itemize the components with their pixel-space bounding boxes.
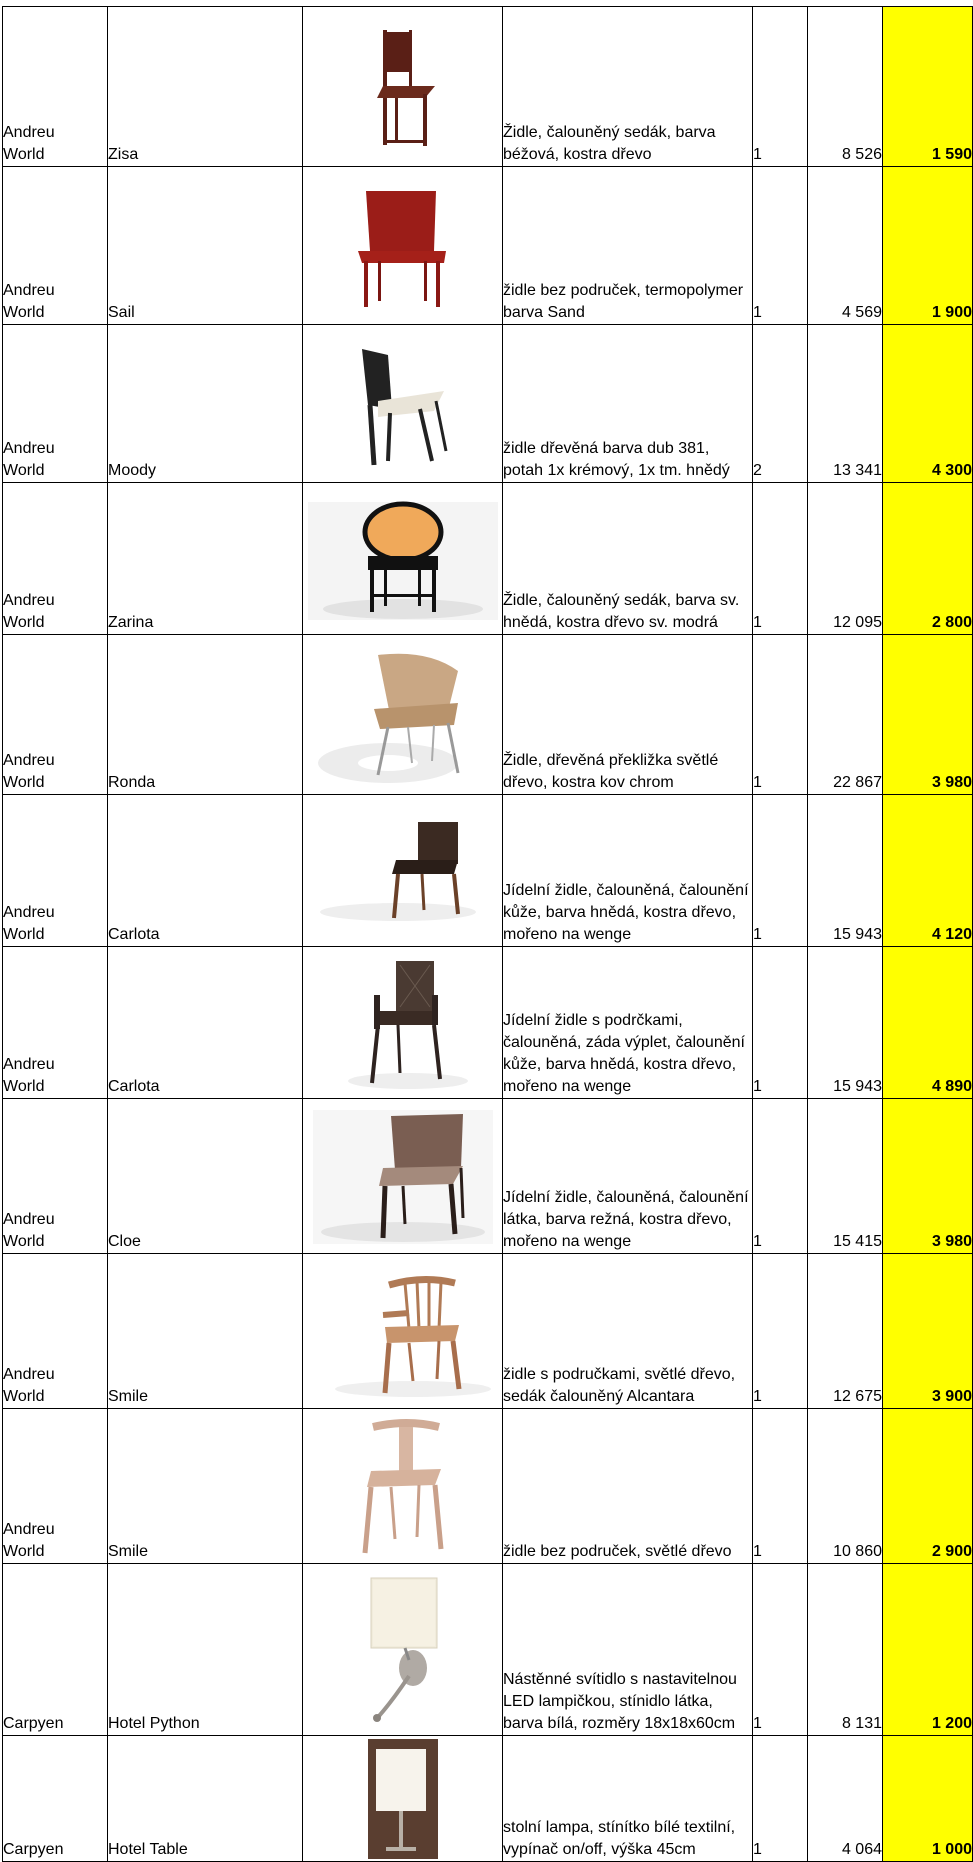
unit-price-cell: 15 415 xyxy=(808,1099,883,1254)
chair-zisa-icon xyxy=(363,22,443,152)
brand-cell xyxy=(3,1564,108,1736)
quantity-cell: 1 xyxy=(753,7,808,167)
description-text: Jídelní židle, čalouněná, čalounění kůže, barva hnědá, kostra dřevo, mořeno na wenge xyxy=(503,882,749,943)
brand-line: Andreu xyxy=(3,1056,55,1073)
description-text: stolní lampa, stínítko bílé textilní, vypínač on/off, výška 45cm xyxy=(503,1819,736,1858)
brand-line: World xyxy=(3,774,45,791)
brand-cell xyxy=(3,1736,108,1862)
wall-lamp-icon xyxy=(353,1570,453,1730)
description-text: Jídelní židle s podrčkami, čalouněná, záda výplet, čalounění kůže, barva hnědá, kostra dřevo, mořeno na wenge xyxy=(503,1012,745,1095)
description-text: Jídelní židle, čalouněná, čalounění látka, barva režná, kostra dřevo, mořeno na wenge xyxy=(503,1189,749,1250)
description-text: židle dřevěná barva dub 381, potah 1x krémový, 1x tm. hnědý xyxy=(503,440,730,479)
model-cell: Zisa xyxy=(108,7,303,167)
quantity-cell: 1 xyxy=(753,947,808,1099)
unit-price-cell: 15 943 xyxy=(808,795,883,947)
brand-cell xyxy=(3,795,108,947)
table-row xyxy=(3,1099,973,1254)
brand-line: World xyxy=(3,146,45,163)
description-text: Nástěnné svítidlo s nastavitelnou LED lampičkou, stínidlo látka, barva bílá, rozměry 18x18x60cm xyxy=(503,1671,737,1732)
total-cell: 1 200 xyxy=(883,1564,973,1736)
description-cell xyxy=(503,947,753,1099)
total-cell: 4 300 xyxy=(883,325,973,483)
unit-price-cell: 12 095 xyxy=(808,483,883,635)
image-cell xyxy=(303,1099,503,1254)
quantity-cell: 1 xyxy=(753,1409,808,1564)
table-row xyxy=(3,1736,973,1862)
total-cell: 4 890 xyxy=(883,947,973,1099)
unit-price-cell: 22 867 xyxy=(808,635,883,795)
image-cell xyxy=(303,167,503,325)
description-text: židle bez područek, světlé dřevo xyxy=(503,1543,732,1560)
total-cell: 1 590 xyxy=(883,7,973,167)
total-cell: 4 120 xyxy=(883,795,973,947)
unit-price-cell: 15 943 xyxy=(808,947,883,1099)
quantity-cell: 1 xyxy=(753,483,808,635)
brand-line: World xyxy=(3,1388,45,1405)
image-cell xyxy=(303,1409,503,1564)
model-cell: Cloe xyxy=(108,1099,303,1254)
model-cell: Hotel Table xyxy=(108,1736,303,1862)
brand-cell xyxy=(3,483,108,635)
table-row xyxy=(3,947,973,1099)
brand-line: World xyxy=(3,614,45,631)
image-cell xyxy=(303,795,503,947)
brand-line: World xyxy=(3,1078,45,1095)
brand-line: Andreu xyxy=(3,282,55,299)
brand-cell xyxy=(3,635,108,795)
brand-line: Andreu xyxy=(3,1366,55,1383)
brand-line: Andreu xyxy=(3,904,55,921)
description-cell xyxy=(503,635,753,795)
total-cell: 2 800 xyxy=(883,483,973,635)
chair-ronda-icon xyxy=(308,645,498,785)
brand-cell xyxy=(3,947,108,1099)
brand-cell xyxy=(3,167,108,325)
quantity-cell: 1 xyxy=(753,1564,808,1736)
table-body xyxy=(3,7,973,1862)
description-cell xyxy=(503,1736,753,1862)
description-cell xyxy=(503,1099,753,1254)
brand-line: Carpyen xyxy=(3,1715,64,1732)
brand-line: Andreu xyxy=(3,440,55,457)
table-row xyxy=(3,167,973,325)
brand-cell xyxy=(3,7,108,167)
unit-price-cell: 12 675 xyxy=(808,1254,883,1409)
chair-cloe-icon xyxy=(313,1106,493,1246)
table-row xyxy=(3,795,973,947)
brand-line: World xyxy=(3,1543,45,1560)
table-row xyxy=(3,635,973,795)
table-row xyxy=(3,1409,973,1564)
armchair-carlota-icon xyxy=(338,955,468,1091)
total-cell: 1 000 xyxy=(883,1736,973,1862)
model-cell: Zarina xyxy=(108,483,303,635)
description-cell xyxy=(503,1409,753,1564)
total-cell: 3 900 xyxy=(883,1254,973,1409)
brand-cell xyxy=(3,1099,108,1254)
quantity-cell: 1 xyxy=(753,1254,808,1409)
brand-line: World xyxy=(3,926,45,943)
image-cell xyxy=(303,1254,503,1409)
brand-line: Andreu xyxy=(3,1211,55,1228)
image-cell xyxy=(303,635,503,795)
brand-line: World xyxy=(3,304,45,321)
model-cell: Carlota xyxy=(108,795,303,947)
description-cell xyxy=(503,483,753,635)
brand-cell xyxy=(3,1254,108,1409)
brand-line: Andreu xyxy=(3,592,55,609)
chair-carlota-icon xyxy=(318,816,488,926)
unit-price-cell: 4 064 xyxy=(808,1736,883,1862)
description-text: židle s područkami, světlé dřevo, sedák čalouněný Alcantara xyxy=(503,1366,736,1405)
model-cell: Carlota xyxy=(108,947,303,1099)
image-cell xyxy=(303,325,503,483)
table-lamp-icon xyxy=(368,1739,438,1859)
description-cell xyxy=(503,7,753,167)
quantity-cell: 1 xyxy=(753,167,808,325)
chair-moody-icon xyxy=(348,339,458,469)
model-cell: Smile xyxy=(108,1409,303,1564)
description-cell xyxy=(503,325,753,483)
brand-line: Andreu xyxy=(3,124,55,141)
model-cell: Ronda xyxy=(108,635,303,795)
brand-line: World xyxy=(3,462,45,479)
description-cell xyxy=(503,1254,753,1409)
table-row xyxy=(3,483,973,635)
unit-price-cell: 8 526 xyxy=(808,7,883,167)
total-cell: 2 900 xyxy=(883,1409,973,1564)
table-row xyxy=(3,7,973,167)
quantity-cell: 1 xyxy=(753,1736,808,1862)
unit-price-cell: 13 341 xyxy=(808,325,883,483)
table-row xyxy=(3,1564,973,1736)
table-row xyxy=(3,325,973,483)
chair-sail-icon xyxy=(348,181,458,311)
quantity-cell: 1 xyxy=(753,1099,808,1254)
unit-price-cell: 10 860 xyxy=(808,1409,883,1564)
brand-line: Andreu xyxy=(3,752,55,769)
chair-zarina-icon xyxy=(308,494,498,624)
image-cell xyxy=(303,483,503,635)
total-cell: 3 980 xyxy=(883,635,973,795)
image-cell xyxy=(303,1564,503,1736)
description-cell xyxy=(503,795,753,947)
brand-line: World xyxy=(3,1233,45,1250)
model-cell: Smile xyxy=(108,1254,303,1409)
armchair-smile-icon xyxy=(313,1261,493,1401)
unit-price-cell: 4 569 xyxy=(808,167,883,325)
model-cell: Hotel Python xyxy=(108,1564,303,1736)
description-text: Židle, čalouněný sedák, barva béžová, kostra dřevo xyxy=(503,124,716,163)
quantity-cell: 2 xyxy=(753,325,808,483)
description-cell xyxy=(503,167,753,325)
description-cell xyxy=(503,1564,753,1736)
brand-cell xyxy=(3,1409,108,1564)
brand-cell xyxy=(3,325,108,483)
quantity-cell: 1 xyxy=(753,635,808,795)
image-cell xyxy=(303,7,503,167)
total-cell: 1 900 xyxy=(883,167,973,325)
description-text: židle bez područek, termopolymer barva Sand xyxy=(503,282,744,321)
description-text: Židle, dřevěná překližka světlé dřevo, kostra kov chrom xyxy=(503,752,719,791)
brand-line: Andreu xyxy=(3,1521,55,1538)
brand-line: Carpyen xyxy=(3,1841,64,1858)
description-text: Židle, čalouněný sedák, barva sv. hnědá, kostra dřevo sv. modrá xyxy=(503,592,740,631)
model-cell: Moody xyxy=(108,325,303,483)
price-table xyxy=(2,6,973,1862)
quantity-cell: 1 xyxy=(753,795,808,947)
model-cell: Sail xyxy=(108,167,303,325)
image-cell xyxy=(303,1736,503,1862)
image-cell xyxy=(303,947,503,1099)
chair-smile-icon xyxy=(343,1413,463,1559)
total-cell: 3 980 xyxy=(883,1099,973,1254)
unit-price-cell: 8 131 xyxy=(808,1564,883,1736)
table-row xyxy=(3,1254,973,1409)
